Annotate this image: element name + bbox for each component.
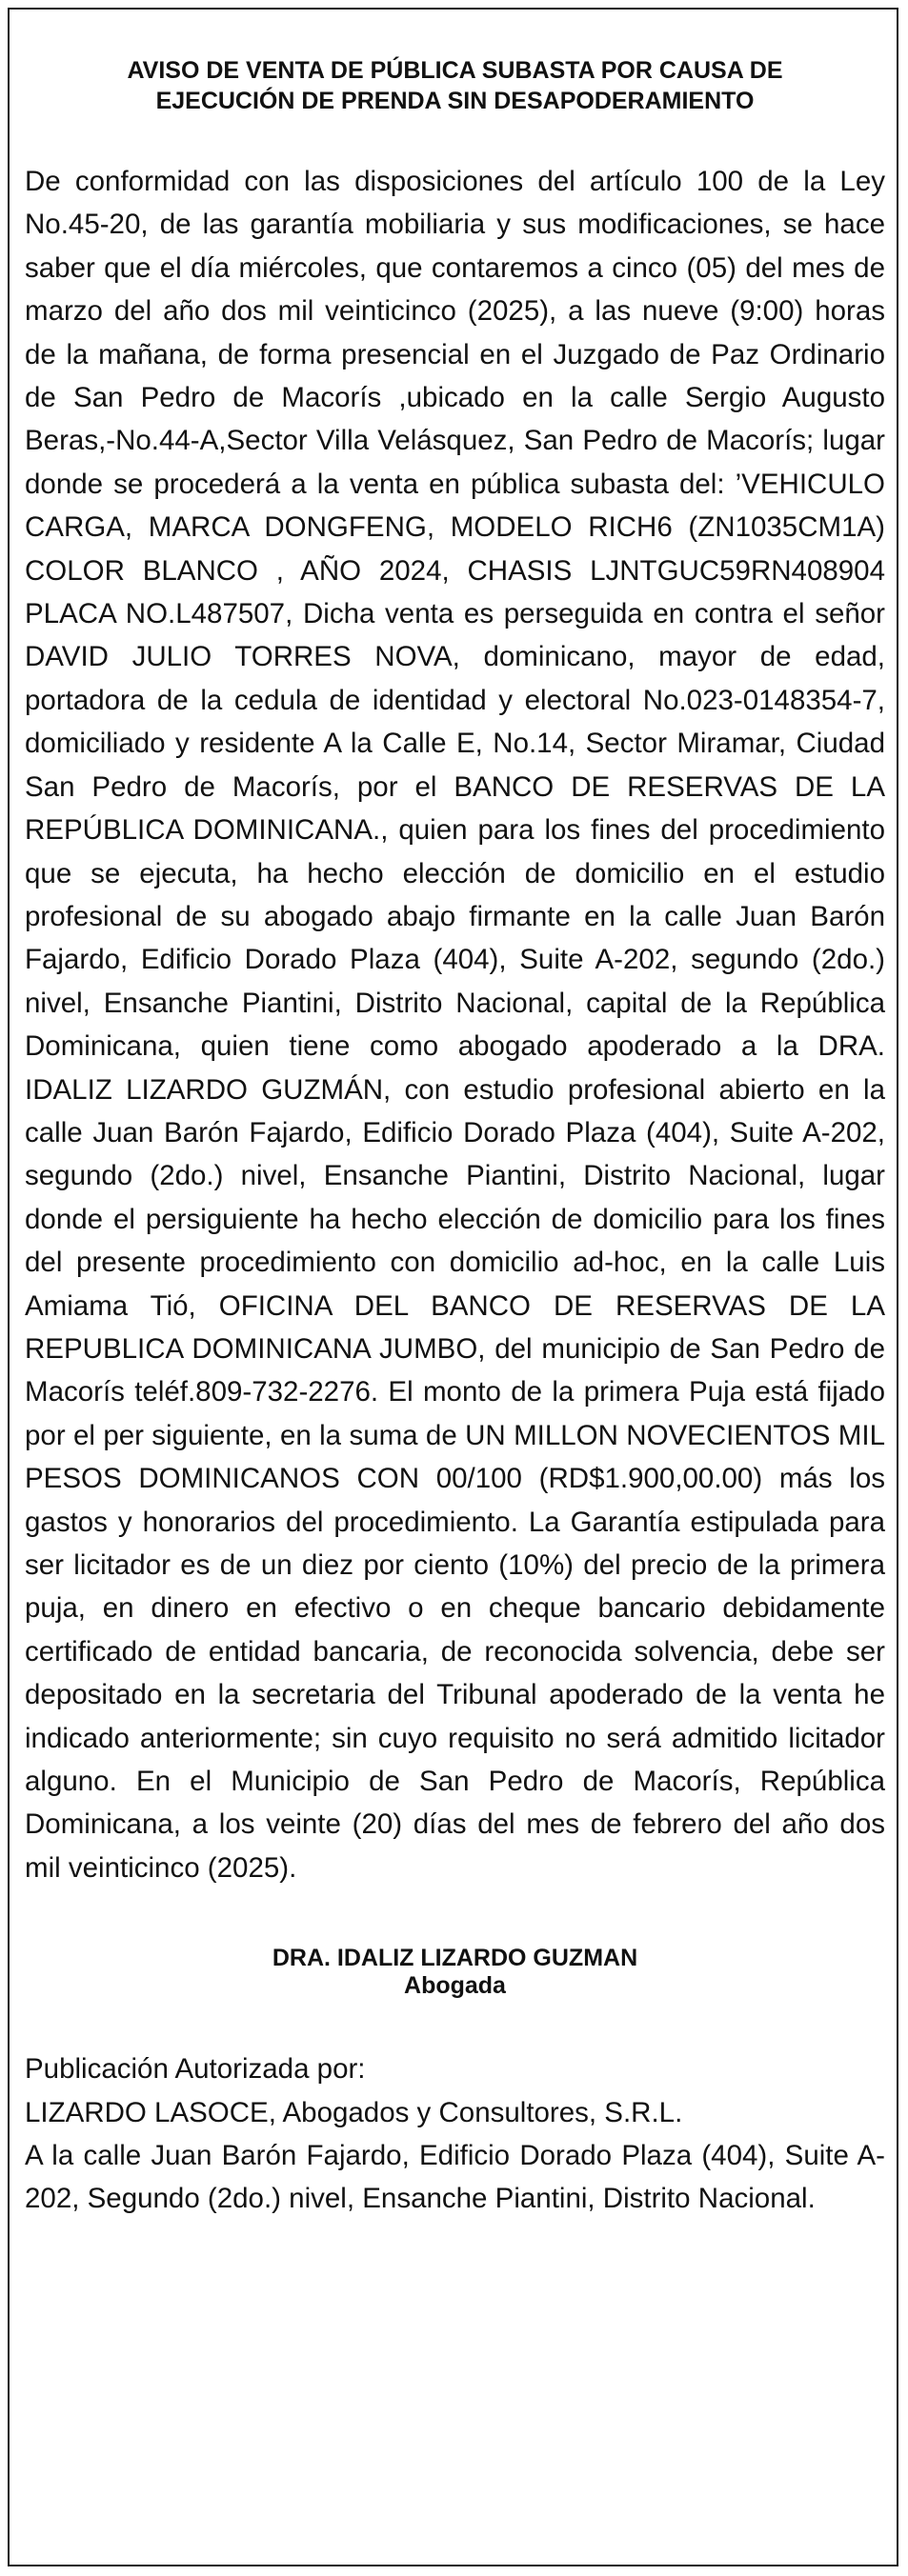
notice-title-line2: EJECUCIÓN DE PRENDA SIN DESAPODERAMIENTO [155, 88, 755, 114]
notice-body: De conformidad con las disposiciones del artículo 100 de la Ley No.45-20, de las garantía mobiliaria y sus modificaciones, se hace saber que el día miércoles, que contaremos a cinco (05) del mes de marzo del año dos mil veinticinco (2025), a las nueve (9:00) horas de la mañana, de forma presencial en el Juzgado de Paz Ordinario de San Pedro de Macorís ,ubicado en la calle Sergio Augusto Beras,-No.44-A,Sector Villa Velásquez, San Pedro de Macorís; lugar donde se procederá a la venta en pública subasta del: ’VEHICULO CARGA, MARCA DONGFENG, MODELO RICH6 (ZN1035CM1A) COLOR BLANCO , AÑO 2024, CHASIS LJNTGUC59RN408904 PLACA NO.L487507, Dicha venta es perseguida en contra el señor DAVID JULIO TORRES NOVA, dominicano, mayor de edad, portadora de la cedula de identidad y electoral No.023-0148354-7, domiciliado y residente A la Calle E, No.14, Sector Miramar, Ciudad San Pedro de Macorís, por el BANCO DE RESERVAS DE LA REPÚBLICA DOMINICANA., quien para los fines del procedimiento que se ejecuta, ha hecho elección de domicilio en el estudio profesional de su abogado abajo firmante en la calle Juan Barón Fajardo, Edificio Dorado Plaza (404), Suite A-202, segundo (2do.) nivel, Ensanche Piantini, Distrito Nacional, capital de la República Dominicana, quien tiene como abogado apoderado a la DRA. IDALIZ LIZARDO GUZMÁN, con estudio profesional abierto en la calle Juan Barón Fajardo, Edificio Dorado Plaza (404), Suite A-202, segundo (2do.) nivel, Ensanche Piantini, Distrito Nacional, lugar donde el persiguiente ha hecho elección de domicilio para los fines del presente procedimiento con domicilio ad-hoc, en la calle Luis Amiama Tió, OFICINA DEL BANCO DE RESERVAS DE LA REPUBLICA DOMINICANA JUMBO, del municipio de San Pedro de Macorís teléf.809-732-2276. El monto de la primera Puja está fijado por el per siguiente, en la suma de UN MILLON NOVECIENTOS MIL PESOS DOMINICANOS CON 00/100 (RD$1.900,00.00) más los gastos y honorarios del procedimiento. La Garantía estipulada para ser licitador es de un diez por ciento (10%) del precio de la primera puja, en dinero en efectivo o en cheque bancario debidamente certificado de entidad bancaria, de reconocida solvencia, debe ser depositado en la secretaria del Tribunal apoderado de la venta he indicado anteriormente; sin cuyo requisito no será admitido licitador alguno. En el Municipio de San Pedro de Macorís, República Dominicana, a los veinte (20) días del mes de febrero del año dos mil veinticinco (2025). [25, 166, 885, 1884]
signature-role: Abogada [404, 1972, 506, 2000]
notice-content [25, 55, 885, 2221]
publication-block [25, 2047, 885, 2221]
notice-title [25, 55, 885, 116]
signature-block [25, 1945, 885, 2000]
signature-name: DRA. IDALIZ LIZARDO GUZMAN [272, 1945, 638, 1972]
publication-label: Publicación Autorizada por: [25, 2053, 366, 2086]
publication-firm: LIZARDO LASOCE, Abogados y Consultores, S.R.L. [25, 2096, 683, 2128]
notice-title-line1: AVISO DE VENTA DE PÚBLICA SUBASTA POR CAUSA DE [127, 57, 783, 84]
publication-address: A la calle Juan Barón Fajardo, Edificio Dorado Plaza (404), Suite A-202, Segundo (2do.) nivel, Ensanche Piantini, Distrito Nacional. [25, 2140, 885, 2215]
